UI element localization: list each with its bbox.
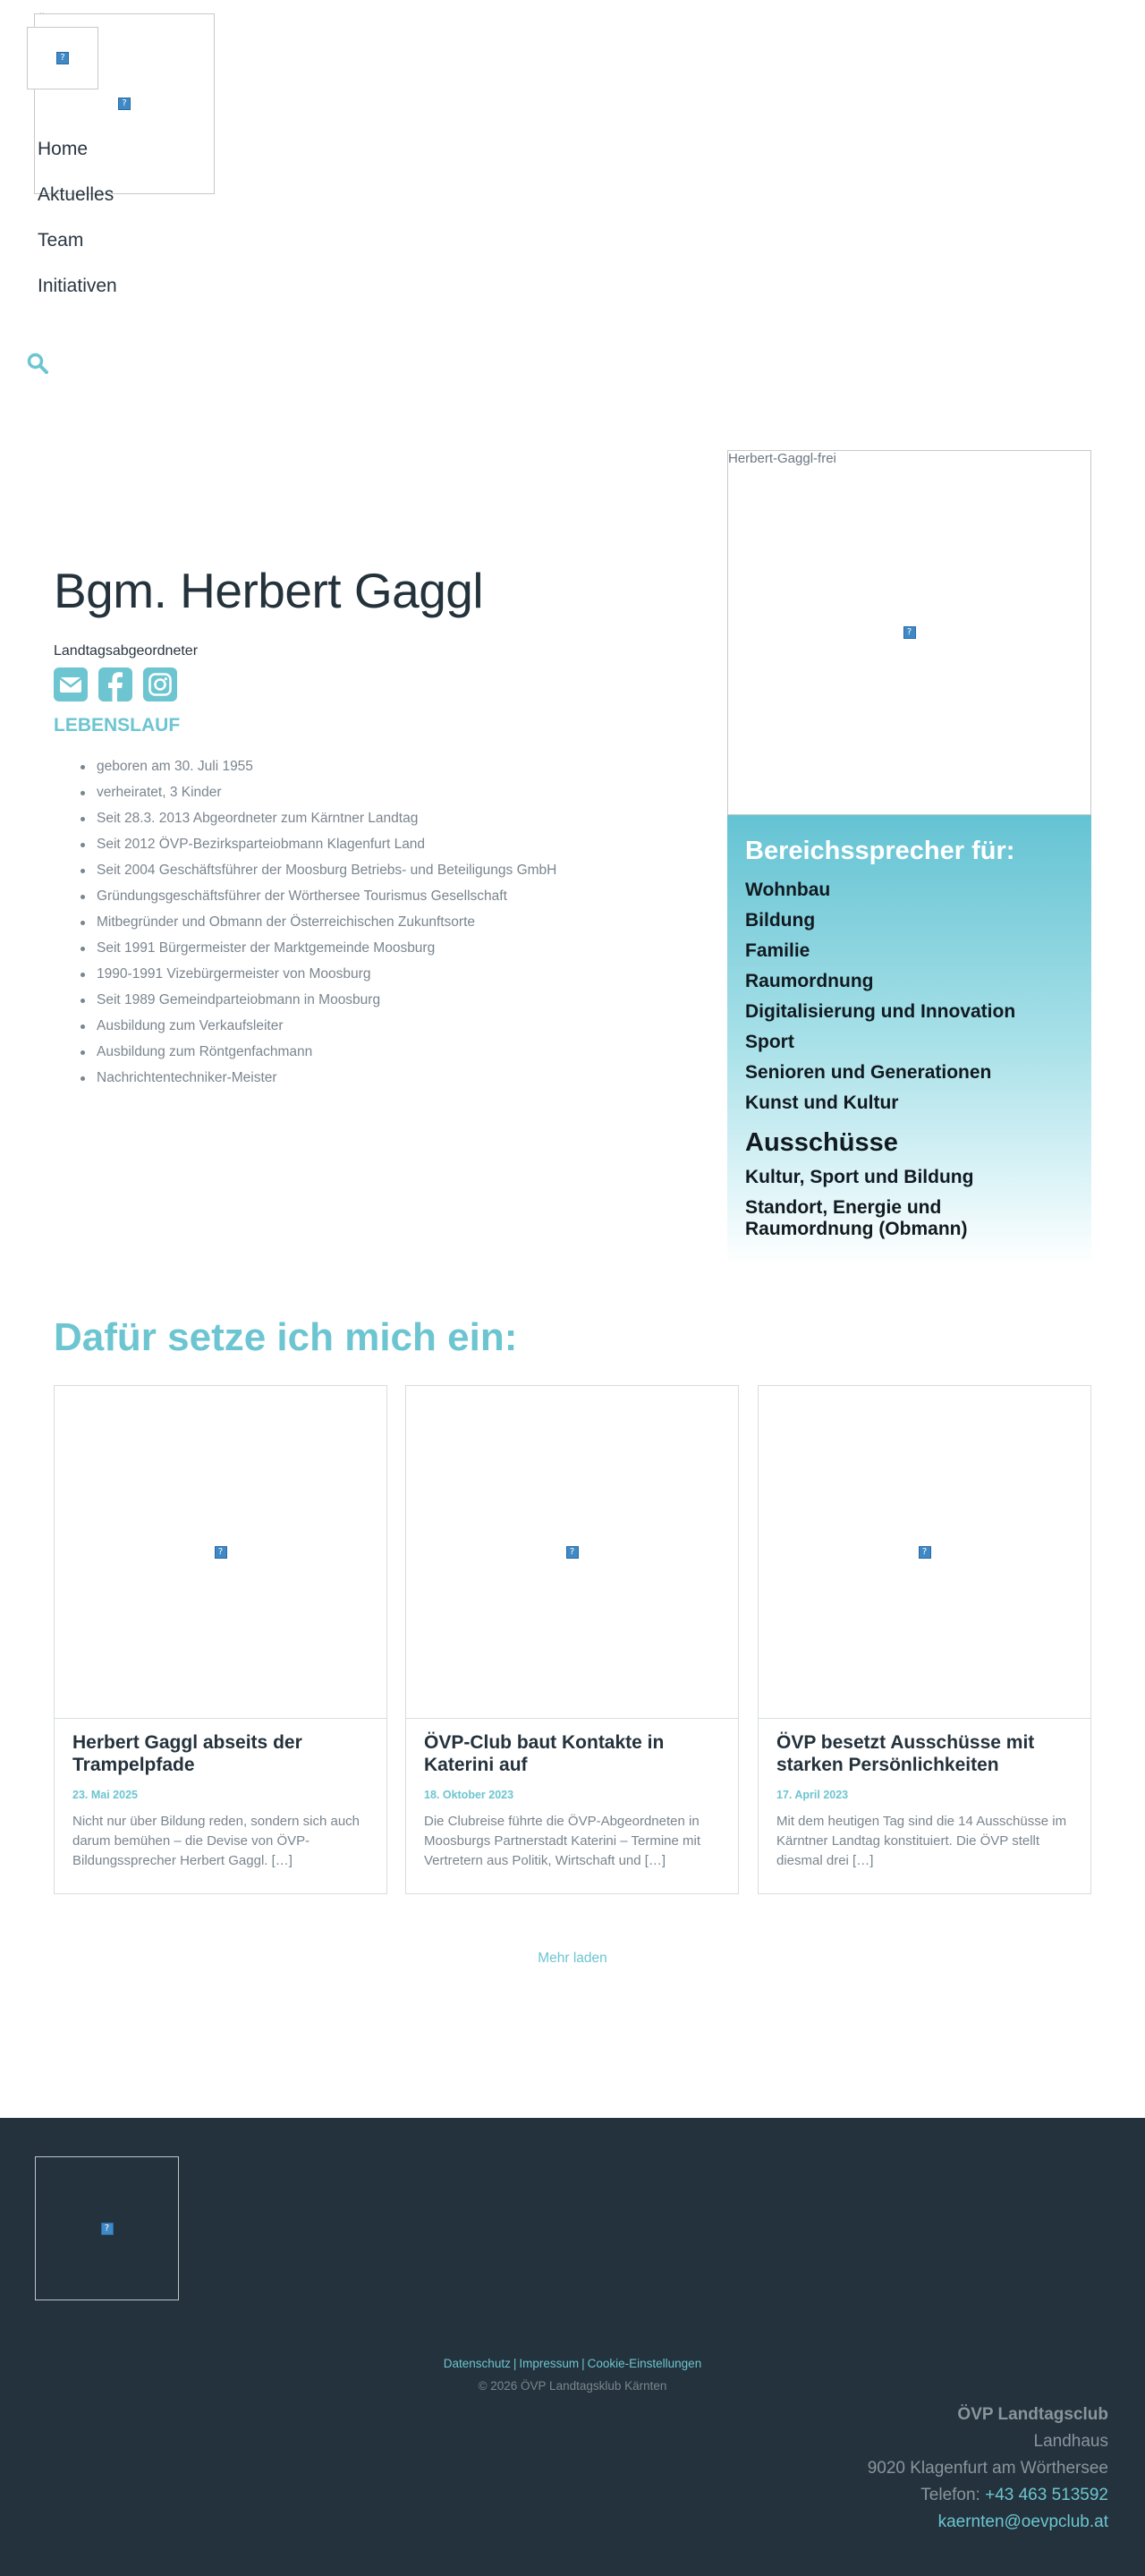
search-icon[interactable] bbox=[26, 352, 49, 375]
copyright: © 2026 ÖVP Landtagsklub Kärnten bbox=[478, 2379, 667, 2393]
spokes-area: Familie bbox=[745, 940, 810, 961]
post-title[interactable]: ÖVP besetzt Ausschüsse mit starken Persönlichkeiten bbox=[776, 1732, 1035, 1775]
broken-image-icon: ? bbox=[118, 98, 131, 110]
cv-item: Seit 1989 Gemeindparteiobmann in Moosburg bbox=[97, 990, 556, 1016]
footer-separator: | bbox=[581, 2357, 585, 2370]
post-thumbnail[interactable] bbox=[55, 1386, 386, 1719]
contact-address bbox=[868, 2402, 1108, 2536]
phone-label: Telefon: bbox=[920, 2486, 980, 2504]
cv-item: geboren am 30. Juli 1955 bbox=[97, 757, 556, 783]
post-date: 17. April 2023 bbox=[776, 1789, 849, 1801]
spokes-area: Kunst und Kultur bbox=[745, 1092, 899, 1113]
address-phone-row bbox=[868, 2482, 1108, 2509]
nav-item-team[interactable]: Team bbox=[38, 230, 84, 251]
cv-item: Mitbegründer und Obmann der Österreichischen Zukunftsorte bbox=[97, 913, 556, 939]
spokes-area: Bildung bbox=[745, 910, 816, 931]
committee-item: Kultur, Sport und Bildung bbox=[745, 1167, 974, 1187]
nav-item-initiativen[interactable]: Initiativen bbox=[38, 276, 117, 296]
cv-item: Seit 2004 Geschäftsführer der Moosburg Betriebs- und Beteiligungs GmbH bbox=[97, 861, 556, 887]
cv-item: Seit 1991 Bürgermeister der Marktgemeinde Moosburg bbox=[97, 939, 556, 965]
engagement-title: Dafür setze ich mich ein: bbox=[54, 1315, 518, 1359]
cv-item: Nachrichtentechniker-Meister bbox=[97, 1068, 556, 1094]
imprint-link[interactable]: Impressum bbox=[519, 2357, 580, 2370]
social-links bbox=[54, 667, 177, 701]
main-nav bbox=[38, 134, 117, 317]
post-thumbnail[interactable] bbox=[759, 1386, 1090, 1719]
post-thumbnail[interactable] bbox=[406, 1386, 738, 1719]
footer bbox=[0, 2118, 1145, 2576]
phone-link[interactable]: +43 463 513592 bbox=[985, 2486, 1108, 2504]
broken-image-icon: ? bbox=[101, 2223, 114, 2235]
broken-image-icon: ? bbox=[903, 626, 916, 639]
post-title[interactable]: ÖVP-Club baut Kontakte in Katerini auf bbox=[424, 1732, 665, 1775]
profile-photo-alt: Herbert-Gaggl-frei bbox=[728, 451, 836, 466]
broken-image-icon: ? bbox=[215, 1546, 227, 1559]
load-more-button[interactable]: Mehr laden bbox=[538, 1951, 607, 1966]
mail-icon[interactable] bbox=[54, 667, 88, 701]
cv-item: Gründungsgeschäftsführer der Wörthersee Tourismus Gesellschaft bbox=[97, 887, 556, 913]
broken-image-icon: ? bbox=[919, 1546, 931, 1559]
post-excerpt: Die Clubreise führte die ÖVP-Abgeordneten in Moosburgs Partnerstadt Katerini – Termine mit Vertretern aus Politik, Wirtschaft und […] bbox=[424, 1814, 701, 1868]
post-card[interactable] bbox=[405, 1385, 739, 1894]
cv-list bbox=[97, 757, 556, 1094]
address-building: Landhaus bbox=[1033, 2432, 1108, 2451]
committee-item: Standort, Energie und Raumordnung (Obmann) bbox=[745, 1197, 968, 1239]
committees-title: Ausschüsse bbox=[745, 1128, 898, 1157]
post-date: 18. Oktober 2023 bbox=[424, 1789, 514, 1801]
broken-image-icon: ? bbox=[566, 1546, 579, 1559]
nav-item-aktuelles[interactable]: Aktuelles bbox=[38, 184, 114, 205]
broken-image-icon: ? bbox=[56, 52, 69, 64]
spokes-area: Sport bbox=[745, 1032, 794, 1052]
footer-logo[interactable] bbox=[35, 2156, 179, 2300]
cv-item: Seit 28.3. 2013 Abgeordneter zum Kärntner Landtag bbox=[97, 809, 556, 835]
cv-item: verheiratet, 3 Kinder bbox=[97, 783, 556, 809]
post-card[interactable] bbox=[54, 1385, 387, 1894]
cv-item: Seit 2012 ÖVP-Bezirksparteiobmann Klagenfurt Land bbox=[97, 835, 556, 861]
spokes-area: Wohnbau bbox=[745, 880, 831, 900]
header-logo[interactable] bbox=[27, 27, 98, 89]
role-label: Landtagsabgeordneter bbox=[54, 643, 199, 659]
instagram-icon[interactable] bbox=[143, 667, 177, 701]
email-link[interactable]: kaernten@oevpclub.at bbox=[937, 2512, 1108, 2531]
footer-links bbox=[0, 2357, 1145, 2370]
address-city: 9020 Klagenfurt am Wörthersee bbox=[867, 2459, 1108, 2478]
nav-item-home[interactable]: Home bbox=[38, 139, 89, 159]
spokes-area: Digitalisierung und Innovation bbox=[745, 1001, 1016, 1022]
cv-item: Ausbildung zum Röntgenfachmann bbox=[97, 1042, 556, 1068]
page-title: Bgm. Herbert Gaggl bbox=[54, 563, 484, 618]
spokes-title: Bereichssprecher für: bbox=[745, 837, 1015, 865]
cv-heading: LEBENSLAUF bbox=[54, 715, 181, 735]
post-date: 23. Mai 2025 bbox=[72, 1789, 138, 1801]
post-card[interactable] bbox=[758, 1385, 1091, 1894]
cv-item: Ausbildung zum Verkaufsleiter bbox=[97, 1016, 556, 1042]
post-title[interactable]: Herbert Gaggl abseits der Trampelpfade bbox=[72, 1732, 302, 1775]
cookie-settings-link[interactable]: Cookie-Einstellungen bbox=[587, 2357, 702, 2370]
address-name: ÖVP Landtagsclub bbox=[957, 2405, 1108, 2424]
spokesperson-panel bbox=[727, 815, 1091, 1265]
post-excerpt: Mit dem heutigen Tag sind die 14 Ausschüsse im Kärntner Landtag konstituiert. Die ÖVP stellt diesmal drei […] bbox=[776, 1814, 1067, 1868]
profile-photo bbox=[727, 450, 1091, 815]
spokes-area: Senioren und Generationen bbox=[745, 1062, 992, 1083]
facebook-icon[interactable] bbox=[98, 667, 132, 701]
privacy-link[interactable]: Datenschutz bbox=[443, 2357, 511, 2370]
post-excerpt: Nicht nur über Bildung reden, sondern sich auch darum bemühen – die Devise von ÖVP-Bildungssprecher Herbert Gaggl. […] bbox=[72, 1814, 360, 1868]
spokes-area: Raumordnung bbox=[745, 971, 874, 991]
footer-separator: | bbox=[513, 2357, 517, 2370]
cv-item: 1990-1991 Vizebürgermeister von Moosburg bbox=[97, 965, 556, 990]
